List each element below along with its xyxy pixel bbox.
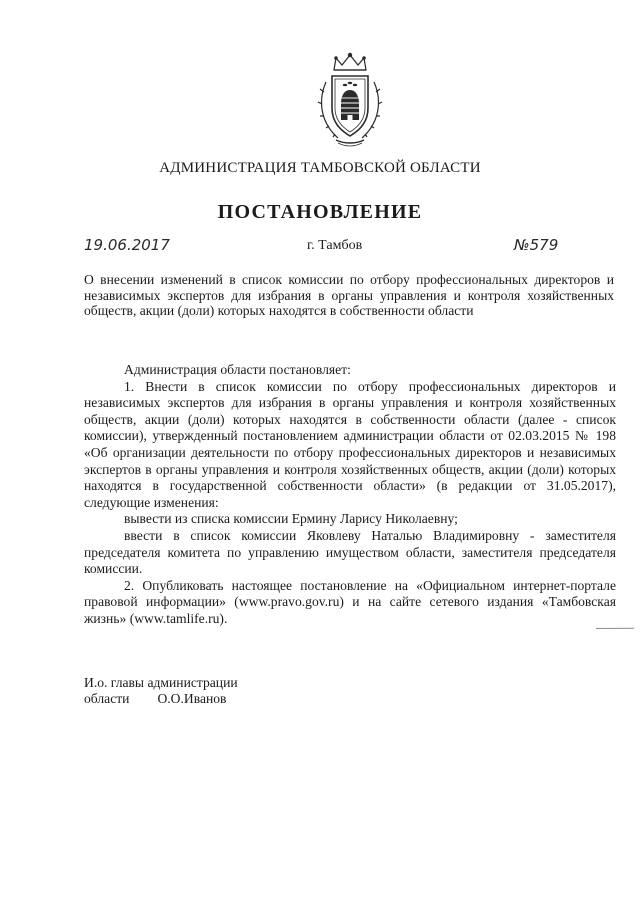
document-date: 19.06.2017: [84, 236, 170, 254]
signatory-name: О.О.Иванов: [157, 690, 227, 706]
body-paragraph: вывести из списка комиссии Ермину Ларису Николаевну;: [124, 511, 458, 527]
document-number: №579: [514, 236, 559, 254]
margin-mark: [596, 627, 634, 630]
coat-of-arms-icon: [316, 52, 384, 148]
signature-block: [84, 675, 238, 706]
body-paragraph: 1. Внести в список комиссии по отбору профессиональных директоров и независимых экспертов для избрания в органы управления и контроля хозяйственных обществ, акции (доли) которых находятся в собственности области (далее - список комиссии), утвержденный постановлением администрации области от 02.03.2015 № 198 «Об организации деятельности по отбору профессиональных директоров и независимых экспертов в органы управления и контроля хозяйственных обществ, акции (доли) которых находятся в государственной собственности области» (в редакции от 31.05.2017), следующие изменения:: [84, 378, 616, 510]
signatory-region: области: [84, 690, 130, 706]
signatory-position: И.о. главы администрации: [84, 675, 238, 690]
body-paragraph: 2. Опубликовать настоящее постановление на «Официальном интернет-портале правовой информации» (www.pravo.gov.ru) и на сайте сетевого издания «Тамбовская жизнь» (www.tamlife.ru).: [84, 577, 616, 626]
body-paragraph: ввести в список комиссии Яковлеву Наталью Владимировну - заместителя председателя комитета по управлению имуществом области, заместителя председателя комиссии.: [84, 527, 616, 577]
document-body: [84, 362, 616, 628]
document-type-title: ПОСТАНОВЛЕНИЕ: [217, 201, 423, 223]
signatory-position-line2: [84, 691, 238, 707]
document-city: г. Тамбов: [307, 238, 363, 253]
body-paragraph: Администрация области постановляет:: [124, 362, 351, 377]
document-subject: О внесении изменений в список комиссии по отбору профессиональных директоров и независимых экспертов для избрания в органы управления и контроля хозяйственных обществ, акции (доли) которых находятся в собственности области: [84, 272, 614, 318]
organization-name: АДМИНИСТРАЦИЯ ТАМБОВСКОЙ ОБЛАСТИ: [159, 160, 481, 176]
